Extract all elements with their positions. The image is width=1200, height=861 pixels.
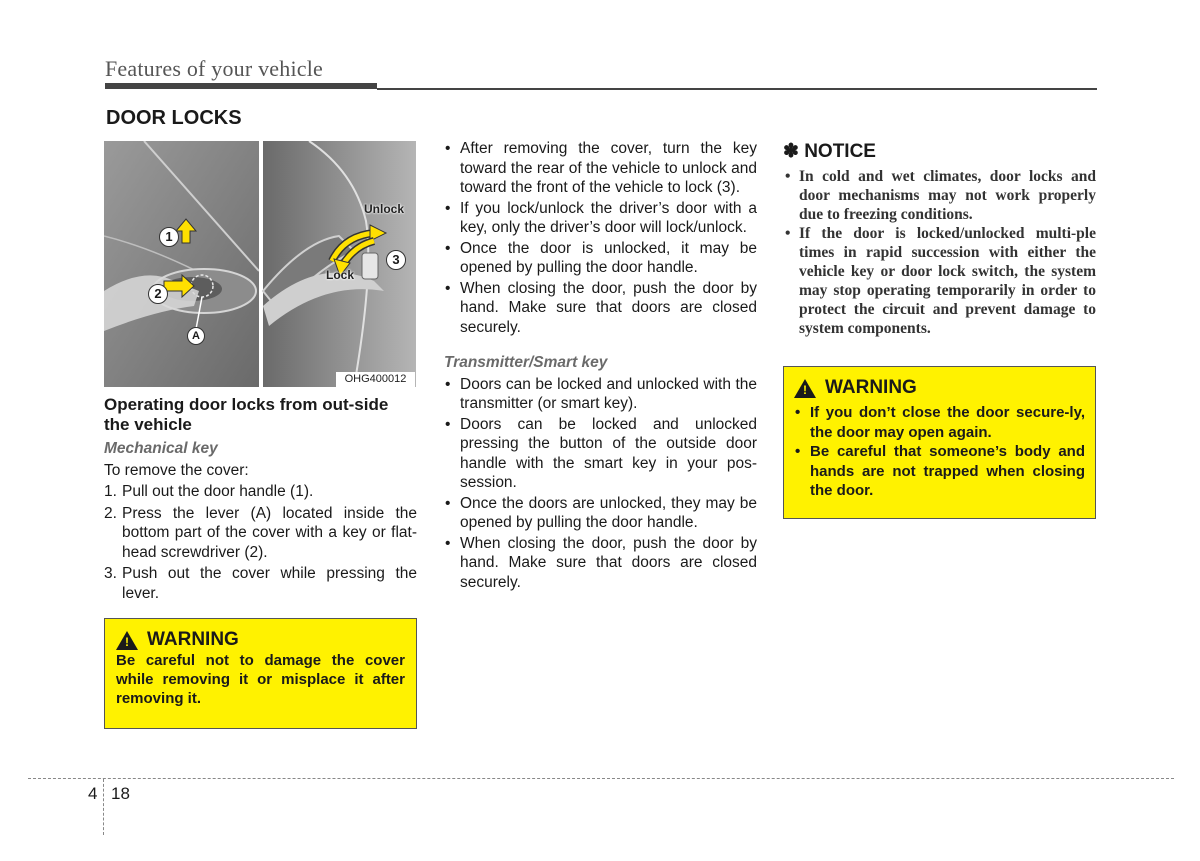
running-header: Features of your vehicle: [105, 56, 324, 81]
list-item: • Once the door is unlocked, it may be opened by pulling the door handle.: [444, 239, 757, 278]
page-number: 18: [111, 784, 130, 803]
chapter-number: 4: [88, 784, 98, 803]
figure-code: OHG400012: [336, 372, 415, 387]
lock-label: Lock: [326, 268, 355, 282]
callout-3: 3: [386, 250, 406, 270]
callout-2: 2: [148, 284, 168, 304]
callout-a: A: [187, 327, 205, 345]
section-title: DOOR LOCKS: [106, 107, 242, 129]
notice-heading: ✽ NOTICE: [783, 141, 876, 162]
list-item: • When closing the door, push the door by hand. Make sure that doors are closed securely.: [444, 279, 757, 338]
warning-heading: ! WARNING: [794, 377, 1085, 399]
column-3: [783, 140, 1096, 338]
list-item: • Be careful that someone’s body and hands are not trapped when closing the door.: [794, 442, 1085, 501]
list-item: • After removing the cover, turn the key toward the rear of the vehicle to unlock and toward the front of the vehicle to lock (3).: [444, 139, 757, 198]
transmitter-list: [444, 375, 757, 593]
list-item: • If the door is locked/unlocked multi-ple times in rapid succession with either the vehicle key or door lock switch, the system may stop operating temporarily in order to protect the circuit and prevent damage to system components.: [783, 224, 1096, 338]
door-lock-illustration: [104, 141, 416, 387]
list-item: • Doors can be locked and unlocked with the transmitter (or smart key).: [444, 375, 757, 414]
footer-rule: [28, 778, 1174, 779]
column-2: [444, 139, 757, 593]
transmitter-heading: Transmitter/Smart key: [444, 354, 608, 371]
warning-heading: ! WARNING: [116, 629, 405, 651]
list-item: • Once the doors are unlocked, they may be opened by pulling the door handle.: [444, 494, 757, 533]
header-rule-thin: [377, 88, 1097, 90]
warning-text: Be careful not to damage the cover while removing it or misplace it after removing it.: [116, 652, 405, 707]
mechanical-key-heading: Mechanical key: [104, 440, 218, 457]
cover-removal-steps: [104, 482, 417, 603]
warning-list: [794, 403, 1085, 501]
warning-box-door: [783, 366, 1096, 519]
list-item: • If you lock/unlock the driver’s door with a key, only the driver’s door will lock/unlock.: [444, 199, 757, 238]
key-operation-list: [444, 139, 757, 337]
notice-list: [783, 167, 1096, 338]
list-item: 3. Push out the cover while pressing the lever.: [104, 565, 417, 602]
header-rule-thick: [105, 83, 377, 89]
list-item: 1. Pull out the door handle (1).: [104, 483, 314, 500]
list-item: 2. Press the lever (A) located inside the bottom part of the cover with a key or flat-head screwdriver (2).: [104, 504, 417, 561]
footer-divider: [103, 779, 104, 835]
list-item: • When closing the door, push the door by hand. Make sure that doors are closed securely.: [444, 534, 757, 593]
column-1: [104, 395, 417, 605]
warning-triangle-icon: !: [116, 631, 138, 650]
list-item: • In cold and wet climates, door locks and door mechanisms may not work properly due to freezing conditions.: [783, 167, 1096, 224]
notice-star-icon: ✽: [783, 141, 799, 162]
door-lock-drawing: [104, 141, 416, 387]
unlock-label: Unlock: [364, 202, 405, 216]
list-item: • If you don’t close the door secure-ly, the door may open again.: [794, 403, 1085, 442]
list-item: • Doors can be locked and unlocked pressing the button of the outside door handle with the smart key in your pos-session.: [444, 415, 757, 493]
warning-box-cover: [104, 618, 417, 729]
warning-triangle-icon: !: [794, 379, 816, 398]
remove-cover-intro: To remove the cover:: [104, 461, 249, 479]
callout-1: 1: [159, 227, 179, 247]
subheading-outside: Operating door locks from out-side the vehicle: [104, 395, 389, 434]
